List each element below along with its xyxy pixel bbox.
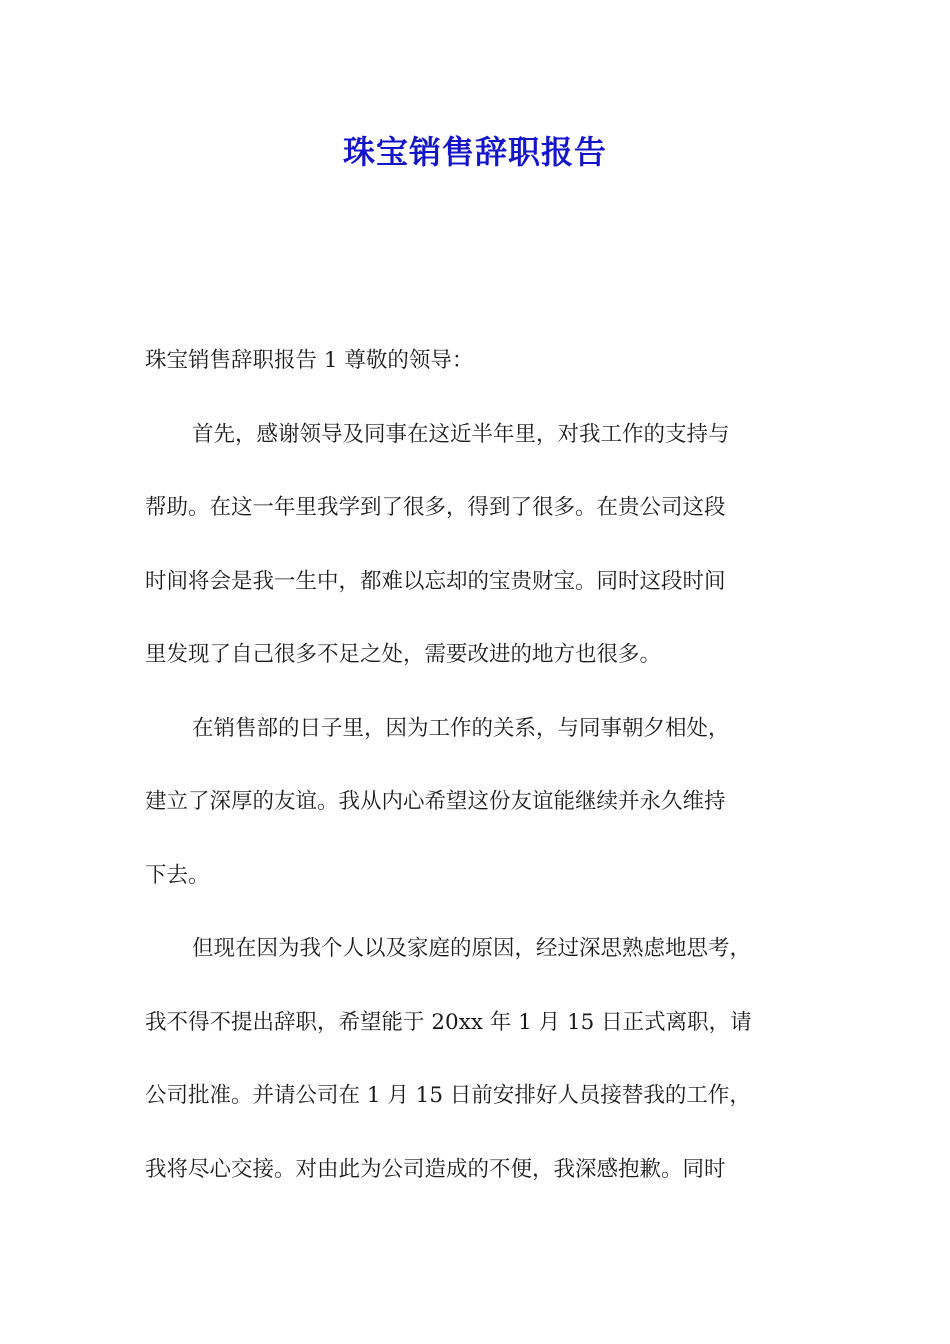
paragraph-line: 时间将会是我一生中，都难以忘却的宝贵财宝。同时这段时间 (145, 568, 726, 594)
paragraph-line: 公司批准。并请公司在 1 月 15 日前安排好人员接替我的工作， (145, 1083, 751, 1108)
paragraph-line: 我不得不提出辞职，希望能于 20xx 年 1 月 15 日正式离职，请 (145, 1009, 752, 1035)
paragraph-line: 建立了深厚的友谊。我从内心希望这份友谊能继续并永久维持 (145, 789, 726, 814)
paragraph-line: 里发现了自己很多不足之处，需要改进的地方也很多。 (145, 642, 662, 667)
paragraph-line: 但现在因为我个人以及家庭的原因，经过深思熟虑地思考， (192, 936, 752, 961)
document-body (145, 333, 810, 1215)
paragraph-line: 首先，感谢领导及同事在这近半年里，对我工作的支持与 (192, 421, 730, 447)
paragraph-line: 在销售部的日子里，因为工作的关系，与同事朝夕相处， (192, 715, 730, 741)
paragraph-line: 我将尽心交接。对由此为公司造成的不便，我深感抱歉。同时 (145, 1156, 726, 1182)
paragraph-line: 下去。 (145, 862, 210, 888)
paragraph-line: 帮助。在这一年里我学到了很多，得到了很多。在贵公司这段 (145, 495, 726, 520)
salutation-line: 珠宝销售辞职报告 1 尊敬的领导： (145, 348, 474, 373)
document-title: 珠宝销售辞职报告 (342, 133, 607, 171)
